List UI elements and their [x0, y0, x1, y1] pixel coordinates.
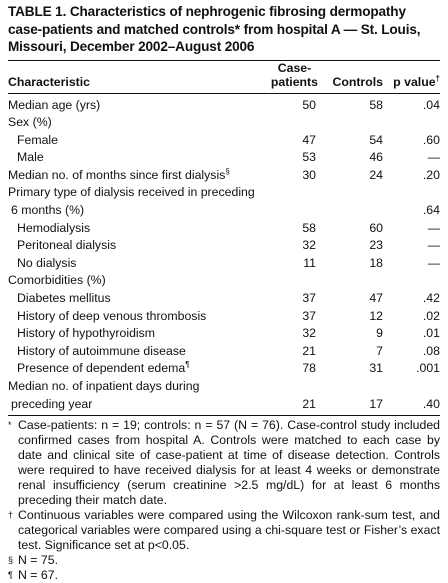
row-label — [8, 396, 261, 416]
cell-controls: 7 — [376, 343, 383, 358]
table-row — [8, 220, 440, 238]
table-row — [8, 184, 440, 202]
bottom-rule — [8, 415, 440, 416]
row-label — [8, 167, 261, 185]
cell-controls: 31 — [369, 361, 383, 376]
cell-case-patients: 37 — [302, 291, 316, 306]
table-title: TABLE 1. Characteristics of nephrogenic fibrosing dermopathy case-patients and matched controls* from hospital A — St. Louis, Missouri, December 2002–August 2006 — [8, 4, 421, 54]
cell-p-value: .20 — [422, 167, 440, 182]
header-case-line2: patients — [270, 75, 318, 89]
cell-p-value — [383, 114, 440, 132]
table-row — [8, 378, 440, 396]
footnote-text: N = 75. — [18, 553, 58, 568]
footnote — [8, 568, 440, 583]
table-row — [8, 360, 440, 378]
row-label — [8, 149, 261, 167]
cell-controls — [318, 378, 383, 396]
cell-case-patients: 32 — [302, 326, 316, 341]
cell-controls: 60 — [369, 220, 383, 235]
row-label-text: Hemodialysis — [17, 220, 91, 235]
row-label-text: preceding year — [11, 396, 93, 411]
footnote-text: Case-patients: n = 19; controls: n = 57 (N = 76). Case-control study included confirmed cases from hospital A. Controls were matched to each case by date and clinical site of case-patient at time of disease detection. Controls were required to have received dialysis for at least 4 weeks or demonstrate renal insufficiency (serum creatinine >2.5 mg/dL) for at least 6 months preceding their match date. — [18, 418, 440, 508]
cell-p-value: .01 — [422, 326, 440, 341]
row-label — [8, 132, 261, 150]
row-label — [8, 237, 261, 255]
row-label-text: No dialysis — [17, 255, 77, 270]
table-row — [8, 149, 440, 167]
cell-p-value: .40 — [422, 396, 440, 411]
row-label-text: Median no. of inpatient days during — [8, 379, 200, 393]
table-row — [8, 255, 440, 273]
row-label-text: 6 months (%) — [11, 203, 85, 218]
header-case-line1: Case- — [277, 60, 312, 75]
cell-case-patients — [261, 114, 318, 132]
cell-case-patients: 11 — [303, 255, 316, 270]
header-p-value — [383, 61, 440, 94]
footnote — [8, 418, 440, 508]
cell-case-patients: 37 — [302, 308, 316, 323]
header-p-value-mark: † — [435, 74, 440, 83]
header-controls: Controls — [332, 75, 383, 89]
cell-case-patients: 58 — [302, 220, 316, 235]
cell-case-patients — [261, 202, 318, 220]
row-label-text: History of hypothyroidism — [17, 326, 156, 341]
table-body — [8, 93, 440, 415]
row-label — [8, 202, 261, 220]
cell-case-patients — [261, 378, 318, 396]
row-label-text: History of deep venous thrombosis — [17, 308, 207, 323]
cell-controls: 46 — [369, 150, 383, 165]
cell-controls — [318, 114, 383, 132]
table-header — [8, 61, 440, 94]
row-label-text: History of autoimmune disease — [17, 343, 186, 358]
cell-p-value: .42 — [422, 291, 440, 306]
table-row — [8, 343, 440, 361]
row-label-text: Median age (yrs) — [8, 97, 101, 112]
cell-p-value: .04 — [422, 97, 440, 112]
cell-p-value: — — [427, 150, 440, 165]
row-label-text: Peritoneal dialysis — [17, 238, 117, 253]
row-label — [8, 325, 261, 343]
header-p-value-label: p value — [393, 75, 436, 89]
table-row — [8, 167, 440, 185]
table-row — [8, 272, 440, 290]
row-label — [8, 272, 261, 290]
cell-controls: 23 — [369, 238, 383, 253]
cell-p-value — [383, 378, 440, 396]
row-label — [8, 378, 261, 396]
cell-controls: 17 — [369, 396, 383, 411]
cell-case-patients — [261, 272, 318, 290]
cell-case-patients: 32 — [302, 238, 316, 253]
cell-case-patients: 50 — [302, 97, 316, 112]
cell-controls — [318, 184, 383, 202]
cell-p-value: .60 — [422, 132, 440, 147]
cell-controls: 12 — [369, 308, 383, 323]
row-label — [8, 308, 261, 326]
footnote-text: Continuous variables were compared using the Wilcoxon rank-sum test, and categorical variables were compared using a chi-square test or Fisher’s exact test. Significance set at p<0.05. — [18, 508, 440, 553]
row-label-text: Female — [17, 132, 59, 147]
table-row — [8, 290, 440, 308]
cell-controls: 9 — [376, 326, 383, 341]
table-row — [8, 308, 440, 326]
row-label-text: Diabetes mellitus — [17, 291, 111, 306]
cell-controls: 54 — [369, 132, 383, 147]
cell-controls — [318, 272, 383, 290]
footnote-mark: † — [8, 510, 14, 521]
row-label-text: Comorbidities (%) — [8, 273, 106, 288]
cell-p-value: .08 — [422, 343, 440, 358]
row-label — [8, 114, 261, 132]
cell-controls: 18 — [369, 255, 383, 270]
row-footnote-mark: § — [225, 166, 230, 176]
header-characteristic: Characteristic — [8, 75, 91, 89]
footnote-text: N = 67. — [18, 568, 58, 583]
cell-case-patients: 53 — [302, 150, 316, 165]
table-row — [8, 202, 440, 220]
row-label-text: Presence of dependent edema — [17, 361, 186, 376]
footnote-mark: * — [8, 420, 12, 431]
cell-case-patients: 21 — [302, 396, 316, 411]
footnote — [8, 508, 440, 553]
cell-controls: 47 — [369, 291, 383, 306]
row-label — [8, 184, 261, 202]
row-label — [8, 343, 261, 361]
cell-controls — [318, 202, 383, 220]
row-label-text: Sex (%) — [8, 115, 52, 130]
table-row — [8, 237, 440, 255]
cell-p-value: .02 — [422, 308, 440, 323]
cell-p-value: .001 — [416, 361, 440, 376]
cell-case-patients — [261, 184, 318, 202]
row-label — [8, 255, 261, 273]
cell-p-value: — — [427, 220, 440, 235]
row-footnote-mark: ¶ — [185, 360, 190, 370]
cell-case-patients: 30 — [302, 167, 316, 182]
row-label — [8, 93, 261, 114]
footnotes — [8, 418, 440, 583]
row-label-text: Primary type of dialysis received in preceding — [8, 185, 255, 200]
header-case-patients — [261, 61, 318, 94]
cell-case-patients: 47 — [302, 132, 316, 147]
footnote — [8, 553, 440, 568]
row-label-text: Median no. of months since first dialysis — [8, 167, 226, 182]
table-row — [8, 325, 440, 343]
table-row — [8, 132, 440, 150]
cell-p-value — [383, 184, 440, 202]
footnote-mark: ¶ — [8, 570, 13, 581]
table-row — [8, 93, 440, 114]
cell-p-value: — — [427, 238, 440, 253]
footnote-mark: § — [8, 555, 14, 566]
row-label — [8, 220, 261, 238]
cell-case-patients: 78 — [302, 361, 316, 376]
cell-controls: 24 — [369, 167, 383, 182]
row-label — [8, 290, 261, 308]
row-label-text: Male — [17, 150, 44, 165]
table-row — [8, 114, 440, 132]
characteristics-table — [8, 61, 440, 416]
row-label — [8, 360, 261, 378]
cell-case-patients: 21 — [302, 343, 316, 358]
cell-p-value: .64 — [422, 203, 440, 218]
cell-p-value: — — [427, 255, 440, 270]
table-row — [8, 396, 440, 416]
cell-controls: 58 — [369, 97, 383, 112]
table-document — [8, 3, 440, 583]
cell-p-value — [383, 272, 440, 290]
